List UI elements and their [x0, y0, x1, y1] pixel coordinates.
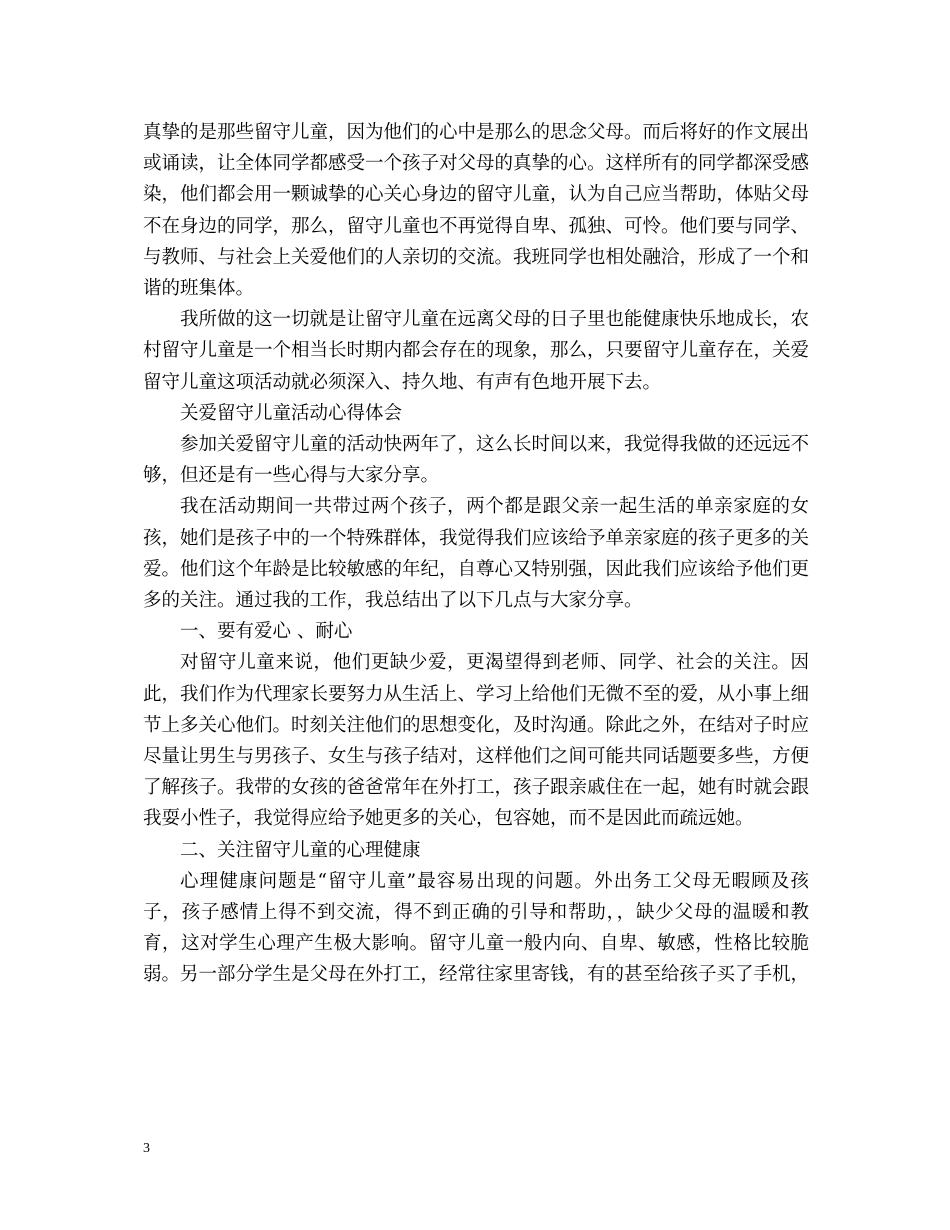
- paragraph-3: 参加关爱留守儿童的活动快两年了，这么长时间以来，我觉得我做的还远远不够，但还是有一些心得与大家分享。: [143, 434, 810, 487]
- paragraph-4: 我在活动期间一共带过两个孩子，两个都是跟父亲一起生活的单亲家庭的女孩，她们是孩子中的一个特殊群体，我觉得我们应该给予单亲家庭的孩子更多的关爱。他们这个年龄是比较敏感的年纪，自尊心又特别强，因此我们应该给予他们更多的关注。通过我的工作，我总结出了以下几点与大家分享。: [143, 496, 810, 612]
- paragraph-5: 对留守儿童来说，他们更缺少爱，更渴望得到老师、同学、社会的关注。因此，我们作为代理家长要努力从生活上、学习上给他们无微不至的爱，从小事上细节上多关心他们。时刻关注他们的思想变化，及时沟通。除此之外，在结对子时应尽量让男生与男孩子、女生与孩子结对，这样他们之间可能共同话题要多些，方便了解孩子。我带的女孩的爸爸常年在外打工，孩子跟亲戚住在一起，她有时就会跟我耍小性子，我觉得应给予她更多的关心，包容她，而不是因此而疏远她。: [143, 652, 810, 830]
- page-number: 3: [143, 1141, 150, 1156]
- paragraph-6: 心理健康问题是“留守儿童”最容易出现的问题。外出务工父母无暇顾及孩子，孩子感情上得不到交流，得不到正确的引导和帮助，，缺少父母的温暖和教育，这对学生心理产生极大影响。留守儿童一般内向、自卑、敏感，性格比较脆弱。另一部分学生是父母在外打工，经常往家里寄钱，有的甚至给孩子买了手机，: [143, 870, 810, 986]
- section-heading-1: 一、要有爱心 、耐心: [180, 621, 353, 643]
- paragraph-1: 真挚的是那些留守儿童，因为他们的心中是那么的思念父母。而后将好的作文展出或诵读，让全体同学都感受一个孩子对父母的真挚的心。这样所有的同学都深受感染，他们都会用一颗诚挚的心关心身边的留守儿童，认为自己应当帮助，体贴父母不在身边的同学，那么，留守儿童也不再觉得自卑、孤独、可怜。他们要与同学、与教师、与社会上关爱他们的人亲切的交流。我班同学也相处融洽，形成了一个和谐的班集体。: [143, 122, 810, 300]
- section-heading-reflection: 关爱留守儿童活动心得体会: [180, 402, 403, 424]
- section-heading-2: 二、关注留守儿童的心理健康: [180, 839, 421, 861]
- paragraph-2: 我所做的这一切就是让留守儿童在远离父母的日子里也能健康快乐地成长，农村留守儿童是一个相当长时期内都会存在的现象，那么，只要留守儿童存在，关爱留守儿童这项活动就必须深入、持久地、有声有色地开展下去。: [143, 309, 810, 393]
- document-body: [143, 117, 809, 991]
